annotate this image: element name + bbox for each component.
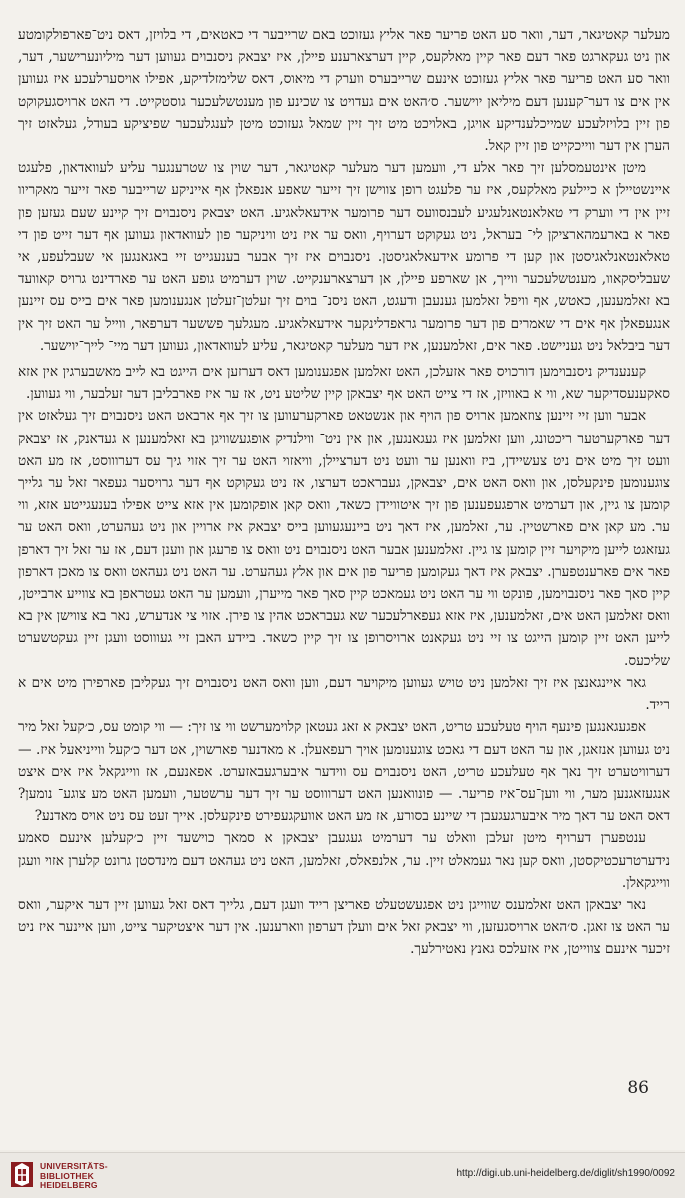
paragraph: נאר יצבאקן האט זאלמענס שווייגן ניט אפגעשטעלט פאריצן רייד וועגן דעם, גלייך דאס זאל געווען זיין דער איקער, וואס ער האט צו זאגן. ס׳האט ארויסגעזען, ווי יצבאק זאל אים וועלן דערפון ווארענען. אין דער איצטיקער צייט, ווען איינער איז ניט זיכער אינעם צווייטן, איז אזעלכס גאנץ נאטירלעך. <box>18 896 670 958</box>
viewer-footer <box>0 1152 685 1198</box>
paragraph: ענטפערן דערויף מיטן זעלבן וואלט ער דערמיט געגעבן יצבאקן א סמאך כוישעד זיין כ׳קעלען אינעם סאמע נידערטרעכטיקסטן, וואס קען נאר געמאלט זיין. ער, אלנפאלס, זאלמען, האט ניט געהאט דעם מינדסטן גרונט קלערן אזוי וועגן ווייגקאלן. <box>18 830 670 891</box>
institution-name <box>40 1162 108 1191</box>
permalink-url[interactable]: http://digi.ub.uni-heidelberg.de/diglit/sh1990/0092 <box>456 1168 675 1179</box>
paragraph: מיטן אינטעמסלען זיך פאר אלע די, וועמען דער מעלער קאטיגאר, דער שוין צו שטרענגער עליע לעוואדאון, פלעגט איינשטיילן א כיילעק מאלקעס, איז ער פלעגט רופן צווישן זיך זייער שאפע אנפאלן אף אייניקע שרייבער פאר זייער מאקריוו זיין אין די ווערק די טאלאנטאנלעגיע לעבנסוועס דער פרומער אידעאלאגיע. האט יצבאק ניסנבוים זיך קיינע שעם געזען פון פאר א בארעמהארציקן לי־ בעראל, ניט געקוקט דערויף, וואס ער איז ניט וויניקער פון לעוואדאון געווען אף דער זייט פון די טאלאנטאנלאגיסטן און קען די פרומע אידעאלאגיסטן. ניסנבוים איז זיך אבער בענעגייט זיי באגאנגען אי שעבלעפע, אי שעבליסקאוו, מענטשלעכער ווייך, אן שארפע פיילן, אן דערצארענקייט. שוין דערמיט גופע האט ער פארדינט גרויס קאוועד בא זאלמענען, כאטש, אף וויפל זאלמען גענעבן ודעגט, האט ניסנ־ בוים זיך זעלטן־זעלטן אנגענומען פאר אים בייס עס זיינען אנגעפאלן אף אים די שאמרים פון דער פרומער גראפדלינקער אידעאלאגיע. מעגלעך פששער דערפאר, ווייל ער האט זיך אין דער ביבלאל ניט געניישט. פאר אים, זאלמענען, איז דער מעלער קאטיגאר, עליע לעוואדאון, געווען דער מיי־ לייך־יוישער. <box>18 160 670 354</box>
body-text <box>18 24 670 1074</box>
paragraph: אפגעגאנגען פינעף הויף טעלעכע טריט, האט יצבאק א זאג געטאן קלוימערשט ווי צו זיך: — ווי קומט עס, כ׳קעל זאל מיר ניט געווען אנזאגן, און ער האט דעם די גאכט צוגענומען אויך רעפאעלן. א מאדנער פארשוין, אט דער כ׳קעל ווייניאעל איז. — דערוויטערט זיך נאך אף טעלעכע טריט, האט ניסנבוים עס ווידער איבערגעבאזערט. אפאנעם, אז ווייגקאל איז אים איצט אנגעזאגנען מער, ווי ווען־עס־איז פריער. — פונוואנען האט דערוווסט ער זיך דער ערשטער, וועמען האט מע צוגע־ נומען? דאס האט ער דאך מיר איבערגעגעבן די שיינע בסורע, אז מע האט אוועקגעפירט פינקעלסן. אייך זעט עס ניט אויס מאדנע? <box>18 719 670 825</box>
page-number: 86 <box>627 1078 649 1098</box>
institution-line: BIBLIOTHEK <box>40 1170 94 1181</box>
institution-line: UNIVERSITÄTS- <box>40 1161 108 1171</box>
paragraph: גאר איינגאנצן איז זיך זאלמען ניט טויש געווען מיקויער דעם, ווען וואס האט ניסנבוים זיך געקליבן פארפירן מיט אים א רייד. <box>18 674 670 714</box>
paragraph: קענענדיק ניסנבוימען דורכויס פאר אזעלכן, האט זאלמען אפגענומען דאס דערזען אים הייגט בא לייב מאשבערגין אין אזא סאקענעסדיקער שא, ווי א באוויזן, אז די צייט האט אף יצבאקן קיין שליטע ניט, אז ער איז פארבליבן דער זעלבער, ווי געווען. <box>18 364 670 403</box>
institution-line: HEIDELBERG <box>40 1180 98 1190</box>
paragraph: מעלער קאטיגאר, דער, וואר סע האט פריער פאר אליץ געזוכט באם שרייבער די כאטאים, די בלויזן, דאס ניט־פארפולקומטע און ניט געקארגט פאר דעם פאר קיין מאלקעס, קיין דערצארענע פיילן, איז יצבאק ניסנבוים געווען דער מיליונערישער, דער, וואר סע האט פריער פאר אליץ געזוכט אינעם שרייבערס ווערק די מיאוס, דאס שלימזלדיקע, אפילו אויסערלעכע איז געווען אין אים צו דער־קענען דעם מיליאן יוישער. ס׳האט אים געדויט צו שכינע פון מענטשלעכער גוסטקייט. די האט ארויסגעקוקט פון זיין בלויזלעכע שמייכלענדיקע אויגן, באלויכט מיט זיך זיין שמאל געזוכט מיטן לענגלעכער שפיציקע בעודל, געלאזט זיך הערן אין דער ווייכקייט פון זיין קאל. <box>18 27 670 155</box>
university-library-logo-icon <box>10 1159 34 1189</box>
paragraph: אבער ווען זיי זיינען צוזאמען ארויס פון הויף און אנשטאט פארקערעווען צו זיך אף ארבאט האט ניסנבוים זיך געלאזט אין דער פארקערטער ריכטונג, ווען זאלמען איז געגאנגען, און אין ניט־ ווילנדיק אופגעשוויגן בא זאלמענען א געדאנק, אז יצבאק וועט זיך מיט אים ניט צעשיידן, ביז וואנען ער וועט ניט דערציילן, וויאזוי האט ער זיך אזוי גיך עס דערוווסט, אז מע האט צוגענומען פינקעלסן, און וואס האט אים, יצבאקן, געבראכט דערצו, אז ניט געקוקט אף דער גרויסער געפאר זאל ער גלייך קומען צו גיין, און דערמיט ארפגעפענען פון זיך איטוויידן כשאד, וואס קאן אופקומען אין אזא צייט אפילו בענעגייטע אזא, ווי ער. מע קאן אים פארשטיין. ער, זאלמען, איז דאך ניט ביינעגעווען בייס יצבאק איז ארויין און ניט געהערט, וואס האט ער געזאגט לייען מיקויער זיין קומען צו גיין. זאלמענען אבער האט ניסנבוים ניט וואס צו פרעגן און ווענן דעם, אז ער זאל זיך דארפן פאר אים פארענטפערן. יצבאק איז דאך געקומען פריער פון אים און אלץ געהערט. ער האט ניט געהאט וואס צו מאכן דארפון קיין סאך פאר ניסנבוימען, פונקט ווי ער האט ניט געמאכט קיין סאך פאר מייערן, וועמען ער האט געטראפן בא צווייע ארבייטן, וואס זאלמען האט אים, זאלמענען, איז אזא געפארלעכער שא געבראכט אהין צו פירן. אזוי צי אנדערש, נאר בא צווישן אין בא לייען האט זיין קומען הייגט צו זיי ניט געקאנט ארויסרופן צו זיך קיין כשאד. ביידע האבן זיי געוווסט וועגן זיין געקטשערט שליכעס. <box>18 408 670 669</box>
